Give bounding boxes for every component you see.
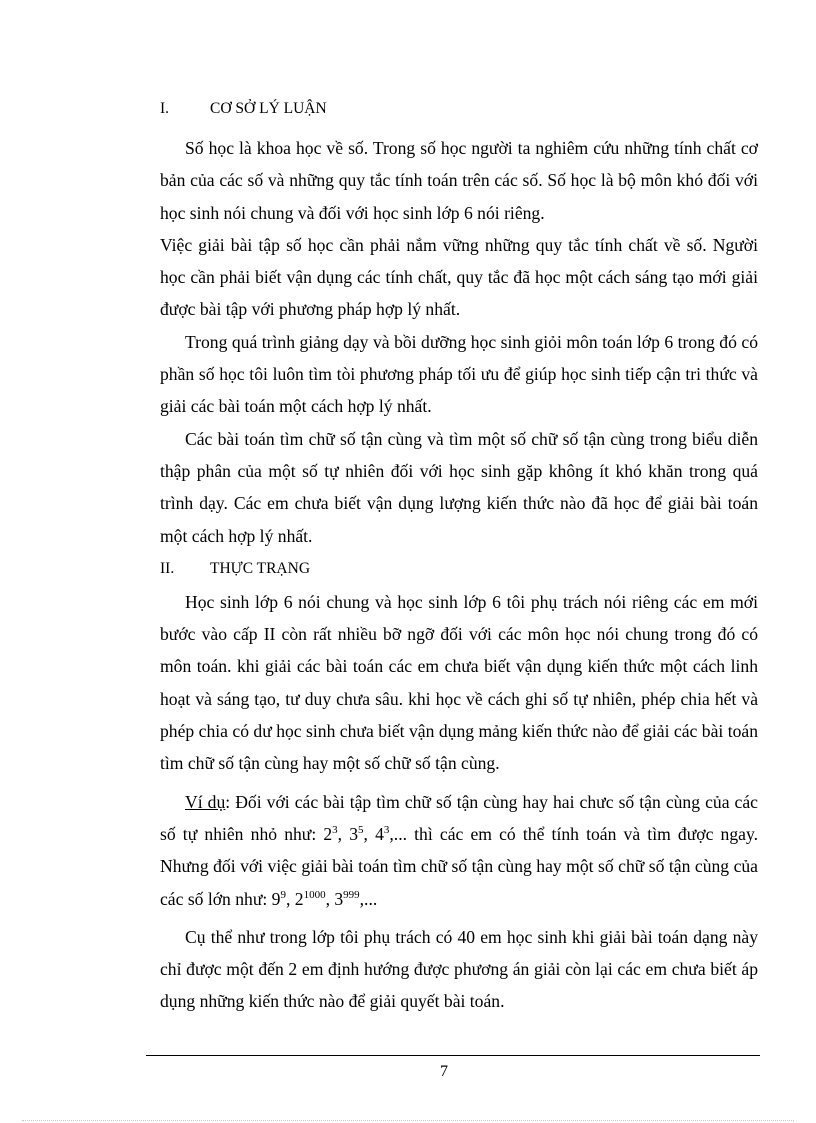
paragraph: Trong quá trình giảng dạy và bồi dưỡng học sinh giỏi môn toán lớp 6 trong đó có phần số học tôi luôn tìm tòi phương pháp tối ưu để giúp học sinh tiếp cận tri thức và giải các bài toán một cách hợp lý nhất. <box>160 331 758 417</box>
paragraph: Số học là khoa học về số. Trong số học người ta nghiêm cứu những tính chất cơ bản của các số và những quy tắc tính toán trên các số. Số học là bộ môn khó đối với học sinh nói chung và đối với học sinh lớp 6 nói riêng. <box>160 138 758 223</box>
power: $3^5$ <box>349 823 364 844</box>
example-text: ,... <box>359 888 378 909</box>
section-heading-2 <box>160 552 758 586</box>
power: $2^3$ <box>323 823 338 844</box>
paragraph: Việc giải bài tập số học cần phải nắm vững những quy tắc tính chất về số. Người học cần phải biết vận dụng các tính chất, quy tắc đã học một cách sáng tạo mới giải được bài tập với phương pháp hợp lý nhất. <box>160 234 758 320</box>
page-break-line <box>22 1120 794 1121</box>
paragraph: Học sinh lớp 6 nói chung và học sinh lớp 6 tôi phụ trách nói riêng các em mới bước vào cấp II còn rất nhiều bỡ ngỡ đối với các môn học nói chung trong đó có môn toán. khi giải các bài toán các em chưa biết vận dụng kiến thức một cách linh hoạt và sáng tạo, tư duy chưa sâu. khi học về cách ghi số tự nhiên, phép chia hết và phép chia có dư học sinh chưa biết vận dụng mảng kiến thức nào để giải các bài toán tìm chữ số tận cùng hay một số chữ số tận cùng. <box>160 591 758 774</box>
example-text: ,... thì các em có thể tính toán và tìm được ngay. Nhưng đối với việc giải bài toán tìm chữ số tận cùng hay một số chữ số tận cùng của các số lớn như: <box>160 823 758 909</box>
example-text: : Đối với các bài tập tìm chữ số tận cùng hay hai chưc số tận cùng của các số tự nhiên nhỏ như: <box>160 791 758 844</box>
section-number: I. <box>160 100 170 117</box>
example-label: Ví dụ <box>185 791 226 812</box>
page-body <box>160 92 758 1018</box>
paragraph: Cụ thể như trong lớp tôi phụ trách có 40 em học sinh khi giải bài toán dạng này chỉ được một đến 2 em định hướng được phương án giải còn lại các em chưa biết áp dụng những kiến thức nào để giải quyết bài toán. <box>160 926 758 1012</box>
footer-divider <box>146 1055 760 1056</box>
section-title: THỰC TRẠNG <box>210 559 311 577</box>
power: $2^{1000}$ <box>294 888 326 909</box>
power: $9^9$ <box>271 888 286 909</box>
power: $3^{999}$ <box>334 888 360 909</box>
section-number: II. <box>160 559 175 577</box>
power: $4^3$ <box>375 823 390 844</box>
page-number: 7 <box>440 1063 448 1080</box>
paragraph: Các bài toán tìm chữ số tận cùng và tìm một số chữ số tận cùng trong biểu diễn thập phân của một số tự nhiên đối với học sinh gặp không ít khó khăn trong quá trình dạy. Các em chưa biết vận dụng lượng kiến thức nào đã học để giải bài toán một cách hợp lý nhất. <box>160 428 758 546</box>
section-title: CƠ SỞ LÝ LUẬN <box>210 100 327 117</box>
section-heading-1 <box>160 92 758 126</box>
example-paragraph: Ví dụ: Đối với các bài tập tìm chữ số tận cùng hay hai chưc số tận cùng của các số tự nhiên nhỏ như: $2^3$, $3^5$, $4^3$,... thì các em có thể tính toán và tìm được ngay. Nhưng đối với việc giải bài toán tìm chữ số tận cùng hay một số chữ số tận cùng của các số lớn như: $9^9$, $2^{1000}$, $3^{999}$,... <box>160 791 758 909</box>
